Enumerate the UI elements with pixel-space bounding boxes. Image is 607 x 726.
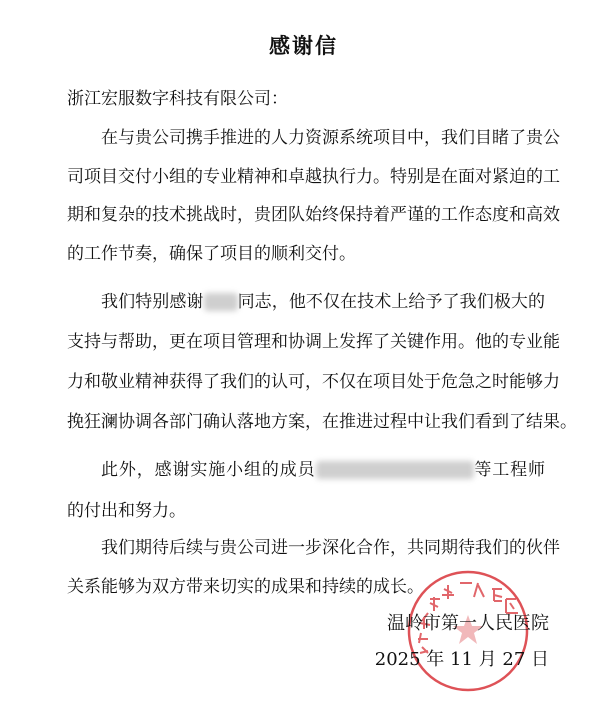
signature-date: 2025 年 11 月 27 日 [374,649,549,670]
redacted-names [316,461,474,479]
paragraph-2-line: 力和敬业精神获得了我们的认可，不仅在项目处于危急之时能够力 [67,372,560,392]
paragraph-3-line: 的付出和努力。 [67,501,186,521]
signature-organization: 温岭市第一人民医院 [387,613,549,634]
paragraph-4-line: 关系能够为双方带来切实的成果和持续的成长。 [67,577,424,597]
paragraph-2-text: 我们特别感谢 [101,292,204,312]
paragraph-2-text: 同志，他不仅在技术上给予了我们极大的 [237,292,545,312]
letter-title: 感谢信 [269,34,338,58]
salutation: 浙江宏服数字科技有限公司： [67,89,288,109]
redacted-name [204,293,238,311]
paragraph-4-line: 我们期待后续与贵公司进一步深化合作，共同期待我们的伙伴 [101,538,560,558]
paragraph-2-line: 支持与帮助，更在项目管理和协调上发挥了关键作用。他的专业能 [67,332,560,352]
paragraph-2-line: 挽狂澜协调各部门确认落地方案，在推进过程中让我们看到了结果。 [67,412,577,432]
paragraph-1-line: 在与贵公司携手推进的人力资源系统项目中，我们目睹了贵公 [101,128,560,148]
paragraph-1-line: 的工作节奏，确保了项目的顺利交付。 [67,244,356,264]
paragraph-3-text: 等工程师 [473,460,545,480]
paragraph-1-line: 期和复杂的技术挑战时，贵团队始终保持着严谨的工作态度和高效 [67,205,560,225]
paragraph-3-text: 此外，感谢实施小组的成员 [101,460,316,480]
paragraph-3-line [101,458,545,482]
paragraph-1-line: 司项目交付小组的专业精神和卓越执行力。特别是在面对紧迫的工 [67,167,560,187]
paragraph-2-line [101,290,545,314]
